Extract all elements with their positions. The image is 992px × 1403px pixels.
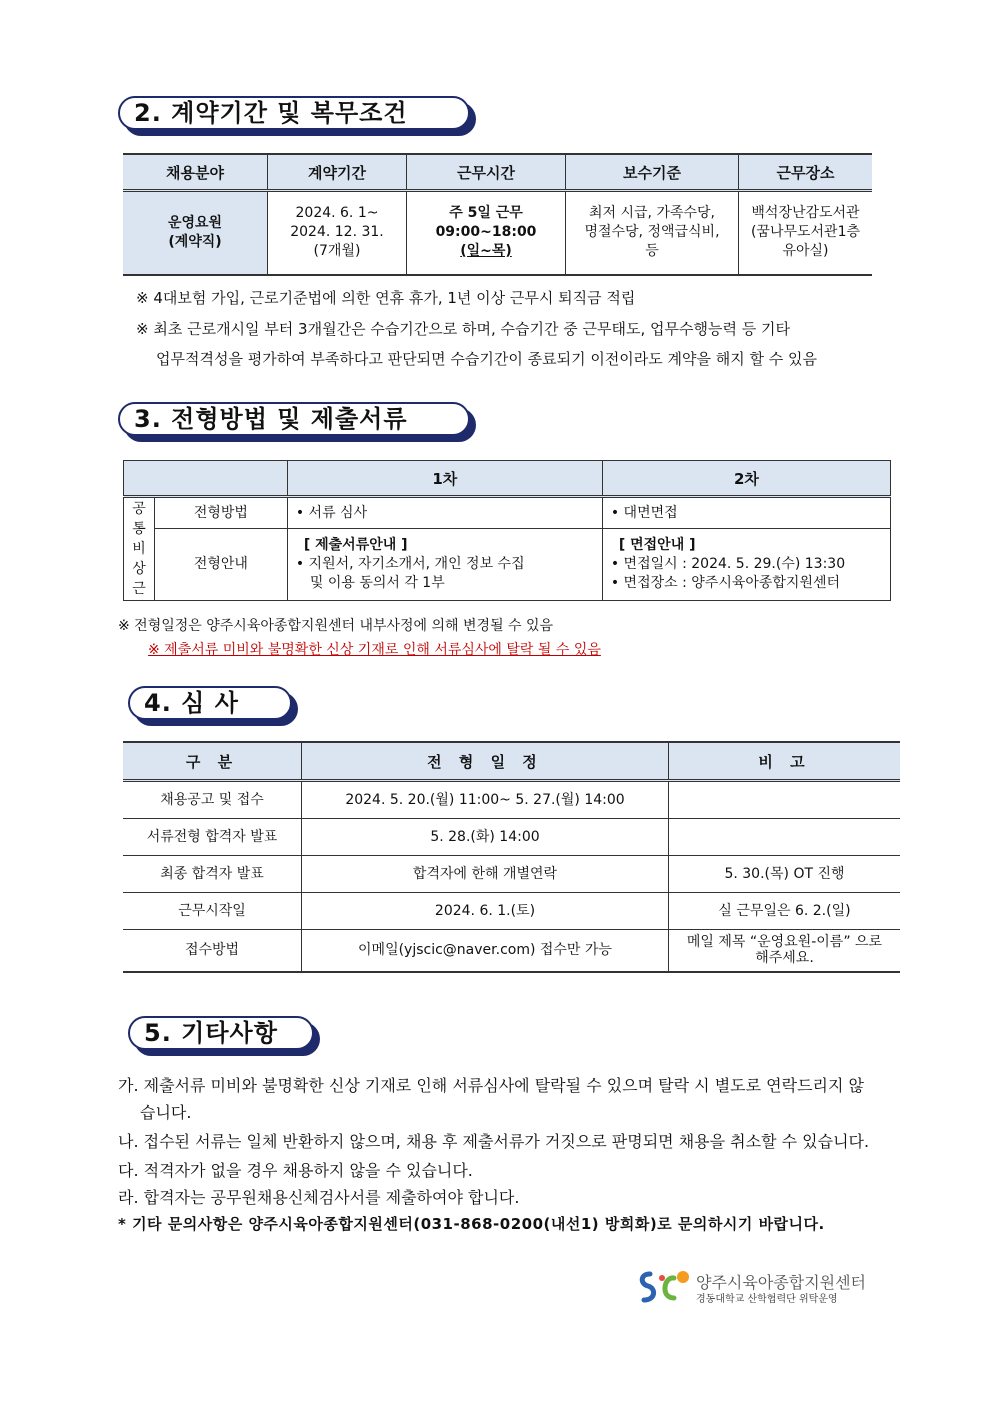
place-line: (꿈나무도서관1층 (750, 224, 861, 241)
guide-round-1 (287, 529, 602, 601)
section-5-title (128, 1016, 314, 1050)
remarks-cell: 실 근무일은 6. 2.(일) (669, 893, 901, 930)
header-remarks: 비 고 (669, 742, 901, 781)
pay-line: 최저 시급, 가족수당, (589, 205, 715, 222)
hours-line: (일~목) (460, 243, 512, 260)
schedule-table (123, 741, 900, 973)
guide-heading: [ 면접안내 ] (618, 537, 696, 553)
guide-round-2 (602, 529, 890, 601)
table-row (123, 856, 900, 893)
category-cell: 최종 합격자 발표 (123, 856, 302, 893)
pay-cell (566, 191, 739, 275)
guide-heading: [ 제출서류안내 ] (303, 537, 408, 553)
note-item: 나. 접수된 서류는 일체 반환하지 않으며, 채용 후 제출서류가 거짓으로 판명되면 채용을 취소할 수 있습니다. (118, 1132, 870, 1151)
selection-table (123, 460, 891, 601)
row-label-method: 전형방법 (155, 497, 288, 529)
contract-table (123, 153, 872, 276)
header-pay: 보수기준 (566, 154, 739, 191)
center-logo (636, 1268, 876, 1308)
period-line: 2024. 6. 1~ (295, 205, 379, 222)
schedule-cell: 2024. 5. 20.(월) 11:00~ 5. 27.(월) 14:00 (302, 781, 669, 819)
note-item: 가. 제출서류 미비와 불명확한 신상 기재로 인해 서류심사에 탈락될 수 있으며 탈락 시 별도로 연락드리지 않습니다. (118, 1076, 864, 1122)
section-2-title (118, 96, 470, 130)
header-field: 채용분야 (123, 154, 268, 191)
category-cell: 접수방법 (123, 930, 302, 972)
logo-sub: 경동대학교 산학협력단 위탁운영 (696, 1294, 838, 1305)
field-cell (123, 191, 268, 275)
pay-line: 등 (645, 243, 659, 260)
field-line: 운영요원 (167, 214, 223, 231)
header-hours: 근무시간 (407, 154, 566, 191)
guide-line: • 면접장소 : 양주시육아종합지원센터 (610, 575, 841, 591)
sec3-note-1: ※ 전형일정은 양주시육아종합지원센터 내부사정에 의해 변경될 수 있음 (118, 618, 554, 634)
final-contact-note: * 기타 문의사항은 양주시육아종합지원센터(031-868-0200(내선1) 방희화)로 문의하시기 바랍니다. (118, 1215, 825, 1233)
vertical-char: 통 (132, 521, 146, 537)
guide-line: 및 이용 동의서 각 1부 (309, 575, 445, 591)
place-line: 백석장난감도서관 (751, 205, 860, 222)
table-row (123, 930, 900, 972)
period-cell (268, 191, 407, 275)
remarks-cell: 메일 제목 “운영요원-이름” 으로 해주세요. (669, 930, 901, 972)
sec2-note-2b: 업무적격성을 평가하여 부족하다고 판단되면 수습기간이 종료되기 이전이라도 계약을 해지 할 수 있음 (156, 350, 818, 368)
category-cell: 서류전형 합격자 발표 (123, 819, 302, 856)
schedule-cell: 합격자에 한해 개별연락 (302, 856, 669, 893)
table-row (123, 819, 900, 856)
blank-header (124, 461, 288, 497)
vertical-char: 비 (132, 541, 146, 557)
vertical-char: 근 (132, 581, 146, 597)
logo-mark-icon (636, 1268, 692, 1306)
header-place: 근무장소 (739, 154, 873, 191)
hours-cell (407, 191, 566, 275)
section-2-title-text: 2. 계약기간 및 복무조건 (118, 96, 470, 130)
other-notes (118, 1072, 878, 1238)
hours-line: 09:00~18:00 (435, 224, 537, 241)
schedule-cell: 2024. 6. 1.(토) (302, 893, 669, 930)
schedule-cell: 이메일(yjscic@naver.com) 접수만 가능 (302, 930, 669, 972)
remarks-cell: 5. 30.(목) OT 진행 (669, 856, 901, 893)
header-schedule: 전 형 일 정 (302, 742, 669, 781)
header-category: 구 분 (123, 742, 302, 781)
row-label-guide: 전형안내 (155, 529, 288, 601)
category-cell: 근무시작일 (123, 893, 302, 930)
table-row (123, 781, 900, 819)
hours-line: 주 5일 근무 (449, 205, 523, 222)
sec3-note-2: ※ 제출서류 미비와 불명확한 신상 기재로 인해 서류심사에 탈락 될 수 있음 (148, 642, 601, 658)
remarks-cell (669, 819, 901, 856)
note-item: 라. 합격자는 공무원채용신체검사서를 제출하여야 합니다. (118, 1188, 520, 1207)
method-round-1: • 서류 심사 (287, 497, 602, 529)
header-round-2: 2차 (602, 461, 890, 497)
guide-line: • 면접일시 : 2024. 5. 29.(수) 13:30 (610, 556, 846, 572)
logo-name: 양주시육아종합지원센터 (696, 1273, 867, 1292)
section-3-title-text: 3. 전형방법 및 제출서류 (118, 402, 470, 436)
header-round-1: 1차 (287, 461, 602, 497)
header-period: 계약기간 (268, 154, 407, 191)
vertical-char: 공 (132, 501, 146, 517)
guide-line: • 지원서, 자기소개서, 개인 정보 수집 (295, 556, 525, 572)
section-3-title (118, 402, 470, 436)
section-4-title (128, 686, 292, 720)
vertical-label (124, 497, 155, 601)
period-line: (7개월) (313, 243, 361, 260)
remarks-cell (669, 781, 901, 819)
place-cell (739, 191, 873, 275)
note-item: 다. 적격자가 없을 경우 채용하지 않을 수 있습니다. (118, 1161, 473, 1180)
category-cell: 채용공고 및 접수 (123, 781, 302, 819)
table-row (123, 893, 900, 930)
vertical-char: 상 (132, 561, 146, 577)
section-4-title-text: 4. 심 사 (128, 686, 292, 720)
place-line: 유아실) (782, 243, 829, 260)
field-line: (계약직) (168, 233, 222, 250)
section-5-title-text: 5. 기타사항 (128, 1016, 314, 1050)
period-line: 2024. 12. 31. (290, 224, 384, 241)
sec2-note-2a: ※ 최초 근로개시일 부터 3개월간은 수습기간으로 하며, 수습기간 중 근무태도, 업무수행능력 등 기타 (136, 320, 790, 338)
pay-line: 명절수당, 정액급식비, (584, 224, 720, 241)
sec2-note-1: ※ 4대보험 가입, 근로기준법에 의한 연휴 휴가, 1년 이상 근무시 퇴직금 적립 (136, 289, 636, 307)
schedule-cell: 5. 28.(화) 14:00 (302, 819, 669, 856)
method-round-2: • 대면면접 (602, 497, 890, 529)
